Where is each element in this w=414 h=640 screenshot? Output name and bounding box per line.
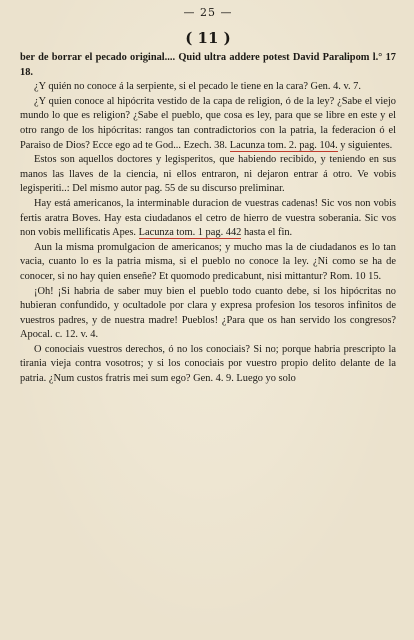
underlined-citation: Lacunza tom. 1 pag. 442 [138,227,242,239]
paragraph-text: ¿Y quién no conoce á la serpiente, si el pecado le tiene en la cara? Gen. 4. v. 7. [34,81,361,93]
paragraph [20,343,396,387]
paragraph-text: y siguientes. [337,139,393,151]
paragraph-text: Estos son aquellos doctores y legisperitos, que habiendo recibido, y teniendo en sus manos las llaves de la ciencia, ni ellos entraron, ni dejaron entrar á otro. Ve vobis legisperiti..: Del mismo autor pag. 55 de su discurso preliminar. [20,154,396,195]
paragraph [20,285,396,343]
paragraph [20,153,396,197]
paragraph-text: Hay está americanos, la interminable duracion de vuestras cadenas! Sic vos non vobis fertis aratra Boves. Hay esta ciudadanos el cetro de hierro de vuestra soberania. Sic vos non vobis mellificatis Apes. [20,197,396,239]
paragraph-text: ¡Oh! ¡Si habria de saber muy bien el pueblo todo cuanto debe, si los hipócritas no hubieran confundido, y ocultadole por clara y expresa profesion los tesoros infinitos de vuestros padres, y de nuestra madre! Pueblos! ¿Para que os han servido los congresos? Apocal. c. 12. v. 4. [20,285,396,341]
paragraph-text: ber de borrar el pecado original.... Quid ultra addere potest David Paralipom l.° 17 18. [20,52,396,78]
paragraph-text: hasta el fin. [241,227,293,239]
section-title: ( 11 ) [185,29,231,47]
paragraph [20,241,396,285]
paragraph [20,95,396,153]
paragraph [20,51,396,80]
underlined-citation: Lacunza tom. 2. pag. 104. [229,139,338,151]
paragraph [20,80,396,95]
paragraph [20,197,396,241]
paragraph-text: Aun la misma promulgacion de americanos; y mucho mas la de ciudadanos es lo tan vacia, cuanto lo es la patria misma, si el pueblo no conoce la ley. ¿Ni como se ha de conocer, si no hay quien enseñe? Et quomodo predicabunt, nisi mittantur? Rom. 10 15. [20,241,396,282]
page-number: — 25 — [183,6,233,19]
paragraph-text: O conociais vuestros derechos, ó no los conociais? Si no; porque habria prescripto la tirania vieja contra vosotros; y si los conociais por vuestro propio delito delante de la patria. ¿Num custos fratris mei sum ego? Gen. 4. 9. Luego yo solo [20,343,396,385]
paragraph-text: ¿Y quien conoce al hipócrita vestido de la capa de religion, ó de la ley? ¿Sabe el viejo mundo lo que es religion? ¿Sabe el pueblo, que cosa es ley, para que se libre en este y el otro rango de los hipócritas: rangos tan contradictorios con la patria, la federacion ó el Paraiso de Dios? Ecce ego ad te God... Ezech. 38. [20,95,396,151]
